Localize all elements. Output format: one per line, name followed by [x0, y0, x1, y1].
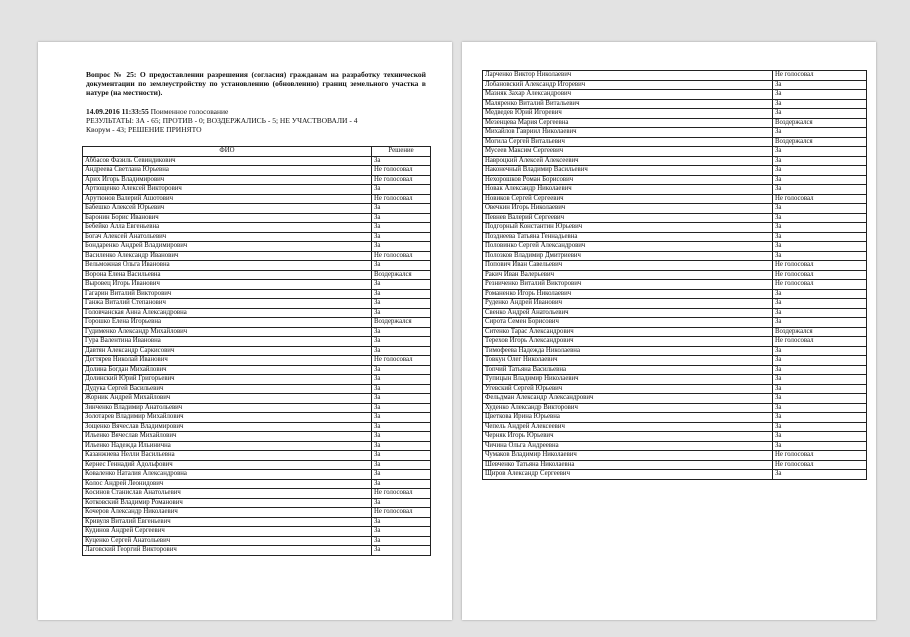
deputy-name: Фельдман Александр Александрович [483, 394, 773, 404]
deputy-name: Лобановский Александр Игоревич [483, 80, 773, 90]
table-row [483, 356, 867, 366]
deputy-decision: Воздержался [773, 137, 867, 147]
deputy-decision: За [372, 365, 431, 375]
deputy-name: Ракич Иван Валерьевич [483, 270, 773, 280]
deputy-decision: За [372, 213, 431, 223]
deputy-decision: За [773, 80, 867, 90]
table-row [83, 232, 431, 242]
deputy-decision: За [372, 204, 431, 214]
deputy-decision: За [773, 470, 867, 480]
vote-timestamp: 14.09.2016 11:33:55 [86, 107, 149, 116]
deputy-name: Мусеев Максим Сергеевич [483, 147, 773, 157]
deputy-decision: Не голосовал [773, 194, 867, 204]
deputy-decision: За [773, 356, 867, 366]
deputy-name: Долина Богдан Михайлович [83, 365, 372, 375]
deputy-decision: За [773, 289, 867, 299]
deputy-name: Ларченко Виктор Николаевич [483, 71, 773, 81]
deputy-decision: Воздержался [773, 118, 867, 128]
deputy-decision: За [773, 99, 867, 109]
table-row [483, 213, 867, 223]
deputy-name: Кривуля Виталий Евгеньевич [83, 517, 372, 527]
deputy-decision: За [372, 289, 431, 299]
deputy-decision: За [372, 299, 431, 309]
table-row [483, 422, 867, 432]
table-row [83, 185, 431, 195]
deputy-name: Цветкова Ирина Юрьевна [483, 413, 773, 423]
table-row [83, 422, 431, 432]
table-row [483, 99, 867, 109]
deputy-name: Кернес Геннадий Адольфович [83, 460, 372, 470]
table-row [83, 299, 431, 309]
column-header-name: ФИО [83, 147, 372, 157]
deputy-decision: За [372, 422, 431, 432]
deputy-decision: За [773, 128, 867, 138]
deputy-name: Полозков Владимир Дмитриевич [483, 251, 773, 261]
deputy-decision: За [372, 242, 431, 252]
deputy-decision: За [773, 242, 867, 252]
deputy-name: Чепель Андрей Алексеевич [483, 422, 773, 432]
table-row [483, 432, 867, 442]
deputy-name: Новак Александр Николаевич [483, 185, 773, 195]
table-row [83, 223, 431, 233]
table-header-row [83, 147, 431, 157]
deputy-name: Мезенцева Мария Сергеевна [483, 118, 773, 128]
table-row [83, 384, 431, 394]
deputy-name: Товкун Олег Николаевич [483, 356, 773, 366]
deputy-decision: За [372, 232, 431, 242]
deputy-name: Арутюнов Валерий Ашотович [83, 194, 372, 204]
deputy-decision: За [773, 308, 867, 318]
deputy-name: Нехорошков Роман Борисович [483, 175, 773, 185]
table-row [83, 508, 431, 518]
deputy-name: Романенко Игорь Николаевич [483, 289, 773, 299]
deputy-name: Бебейко Алла Евгеньевна [83, 223, 372, 233]
deputy-decision: За [773, 251, 867, 261]
deputy-decision: За [773, 299, 867, 309]
deputy-decision: Не голосовал [773, 460, 867, 470]
deputy-decision: Воздержался [773, 327, 867, 337]
table-row [83, 546, 431, 556]
deputy-name: Медведев Юрий Игоревич [483, 109, 773, 119]
deputy-name: Подгорный Константин Юрьевич [483, 223, 773, 233]
vote-table-right [482, 70, 867, 480]
deputy-decision: За [773, 403, 867, 413]
table-row [483, 175, 867, 185]
deputy-decision: Не голосовал [372, 356, 431, 366]
deputy-name: Руденко Андрей Иванович [483, 299, 773, 309]
table-row [83, 498, 431, 508]
table-row [483, 327, 867, 337]
deputy-name: Черняк Игорь Юрьевич [483, 432, 773, 442]
deputy-name: Золотарев Владимир Михайлович [83, 413, 372, 423]
deputy-name: Куценко Сергей Анатольевич [83, 536, 372, 546]
table-row [83, 460, 431, 470]
deputy-name: Сирота Семен Борисович [483, 318, 773, 328]
deputy-name: Косинов Станислав Анатольевич [83, 489, 372, 499]
table-row [483, 251, 867, 261]
deputy-name: Аббасов Фазиль Севиндикович [83, 156, 372, 166]
deputy-name: Ворона Елена Васильевна [83, 270, 372, 280]
deputy-name: Коваленко Наталия Александровна [83, 470, 372, 480]
page-left [38, 42, 452, 620]
deputy-decision: За [372, 413, 431, 423]
deputy-name: Жорник Андрей Михайлович [83, 394, 372, 404]
deputy-decision: За [372, 441, 431, 451]
deputy-name: Щиров Александр Сергеевич [483, 470, 773, 480]
page-right [462, 42, 876, 620]
table-row [483, 242, 867, 252]
deputy-decision: Не голосовал [773, 270, 867, 280]
deputy-decision: За [372, 308, 431, 318]
deputy-decision: За [773, 109, 867, 119]
deputy-name: Навроцкий Алексей Алексеевич [483, 156, 773, 166]
table-row [483, 156, 867, 166]
deputy-name: Свенко Андрей Анатольевич [483, 308, 773, 318]
table-row [83, 194, 431, 204]
table-row [83, 213, 431, 223]
deputy-name: Гагарин Виталий Викторович [83, 289, 372, 299]
table-row [83, 156, 431, 166]
deputy-name: Чичина Ольга Андреевна [483, 441, 773, 451]
column-header-decision: Решение [372, 147, 431, 157]
deputy-name: Топчий Татьяна Васильевна [483, 365, 773, 375]
deputy-name: Кудинов Андрей Сергеевич [83, 527, 372, 537]
deputy-decision: За [773, 422, 867, 432]
deputy-name: Гудименко Александр Михайлович [83, 327, 372, 337]
deputy-name: Долинский Юрий Григорьевич [83, 375, 372, 385]
deputy-name: Позднеева Татьяна Геннадьевна [483, 232, 773, 242]
vote-results: РЕЗУЛЬТАТЫ: ЗА - 65; ПРОТИВ - 0; ВОЗДЕРЖАЛИСЬ - 5; НЕ УЧАСТВОВАЛИ - 4 [86, 116, 358, 125]
deputy-decision: За [773, 232, 867, 242]
vote-quorum: Кворум - 43; РЕШЕНИЕ ПРИНЯТО [86, 125, 202, 134]
table-row [483, 289, 867, 299]
deputy-name: Бондаренко Андрей Владимирович [83, 242, 372, 252]
deputy-decision: За [773, 413, 867, 423]
deputy-decision: За [372, 460, 431, 470]
deputy-name: Дегтярев Николай Иванович [83, 356, 372, 366]
deputy-decision: За [372, 327, 431, 337]
table-body-left [83, 156, 431, 555]
deputy-decision: За [773, 204, 867, 214]
deputy-decision: За [773, 375, 867, 385]
deputy-decision: Воздержался [372, 318, 431, 328]
deputy-decision: За [773, 90, 867, 100]
deputy-name: Котковский Владимир Романович [83, 498, 372, 508]
deputy-decision: За [773, 365, 867, 375]
deputy-decision: За [773, 147, 867, 157]
deputy-name: Зинченко Владимир Анатольевич [83, 403, 372, 413]
deputy-name: Певнев Валерий Сергеевич [483, 213, 773, 223]
vote-type: Поименное голосование [150, 107, 229, 116]
deputy-name: Мазняк Захар Александрович [483, 90, 773, 100]
deputy-name: Зощенко Вячеслав Владимирович [83, 422, 372, 432]
table-row [483, 232, 867, 242]
table-row [83, 346, 431, 356]
deputy-name: Вельможная Ольга Ивановна [83, 261, 372, 271]
deputy-name: Овечкин Игорь Николаевич [483, 204, 773, 214]
deputy-decision: За [372, 375, 431, 385]
deputy-decision: За [773, 156, 867, 166]
deputy-name: Худенко Александр Викторович [483, 403, 773, 413]
table-row [83, 489, 431, 499]
table-row [483, 261, 867, 271]
deputy-name: Чумаков Владимир Николаевич [483, 451, 773, 461]
deputy-decision: За [372, 498, 431, 508]
deputy-decision: За [773, 432, 867, 442]
table-row [483, 441, 867, 451]
deputy-decision: Не голосовал [773, 71, 867, 81]
deputy-decision: Не голосовал [773, 280, 867, 290]
table-row [483, 194, 867, 204]
deputy-decision: За [372, 261, 431, 271]
table-row [483, 223, 867, 233]
deputy-decision: Не голосовал [773, 451, 867, 461]
table-row [483, 403, 867, 413]
table-row [83, 318, 431, 328]
table-row [83, 204, 431, 214]
deputy-decision: Не голосовал [372, 508, 431, 518]
deputy-name: Артющенко Алексей Викторович [83, 185, 372, 195]
table-row [483, 71, 867, 81]
deputy-decision: Не голосовал [372, 251, 431, 261]
table-row [83, 270, 431, 280]
deputy-name: Ситенко Тарас Александрович [483, 327, 773, 337]
deputy-name: Попович Иван Савельевич [483, 261, 773, 271]
deputy-name: Тупицын Владимир Николаевич [483, 375, 773, 385]
deputy-decision: За [372, 451, 431, 461]
deputy-decision: За [372, 223, 431, 233]
deputy-decision: Не голосовал [372, 489, 431, 499]
deputy-name: Давтян Александр Саркисович [83, 346, 372, 356]
table-row [83, 251, 431, 261]
deputy-name: Половинко Сергей Александрович [483, 242, 773, 252]
table-row [83, 280, 431, 290]
table-row [483, 413, 867, 423]
table-row [483, 118, 867, 128]
deputy-name: Василенко Александр Иванович [83, 251, 372, 261]
table-row [483, 308, 867, 318]
deputy-name: Ильенко Вячеслав Михайлович [83, 432, 372, 442]
deputy-decision: За [372, 432, 431, 442]
deputy-decision: За [773, 346, 867, 356]
deputy-decision: За [372, 536, 431, 546]
deputy-decision: За [773, 441, 867, 451]
table-row [83, 470, 431, 480]
table-row [83, 517, 431, 527]
deputy-decision: Воздержался [372, 270, 431, 280]
deputy-name: Горошко Елена Игорьевна [83, 318, 372, 328]
table-row [83, 527, 431, 537]
deputy-name: Шевченко Татьяна Николаевна [483, 460, 773, 470]
deputy-decision: За [372, 337, 431, 347]
deputy-decision: За [372, 479, 431, 489]
deputy-name: Казанжиева Нелли Васильевна [83, 451, 372, 461]
deputy-decision: За [773, 185, 867, 195]
table-row [483, 346, 867, 356]
deputy-name: Гура Валентина Ивановна [83, 337, 372, 347]
deputy-name: Лаговский Георгий Викторович [83, 546, 372, 556]
deputy-name: Баронин Борис Иванович [83, 213, 372, 223]
deputy-name: Бабешко Алексей Юрьевич [83, 204, 372, 214]
deputy-decision: За [372, 546, 431, 556]
deputy-name: Маляренко Виталий Витальевич [483, 99, 773, 109]
table-row [483, 270, 867, 280]
deputy-decision: Не голосовал [773, 337, 867, 347]
deputy-decision: За [372, 156, 431, 166]
table-row [483, 460, 867, 470]
deputy-decision: За [773, 318, 867, 328]
deputy-decision: За [773, 166, 867, 176]
table-row [83, 356, 431, 366]
table-row [483, 147, 867, 157]
table-row [483, 109, 867, 119]
deputy-decision: За [773, 394, 867, 404]
table-row [483, 375, 867, 385]
table-row [83, 166, 431, 176]
deputy-decision: Не голосовал [372, 194, 431, 204]
table-row [83, 289, 431, 299]
deputy-decision: Не голосовал [773, 261, 867, 271]
table-row [483, 384, 867, 394]
table-body-right [483, 71, 867, 480]
deputy-name: Кочеров Александр Николаевич [83, 508, 372, 518]
deputy-name: Андреева Светлана Юрьевна [83, 166, 372, 176]
table-row [483, 280, 867, 290]
deputy-name: Угевский Сергей Юрьевич [483, 384, 773, 394]
table-row [483, 470, 867, 480]
table-row [483, 137, 867, 147]
deputy-decision: За [372, 527, 431, 537]
table-row [83, 375, 431, 385]
table-row [483, 365, 867, 375]
table-row [83, 403, 431, 413]
vote-meta [86, 107, 426, 134]
deputy-name: Тимофеева Надежда Николаевна [483, 346, 773, 356]
deputy-decision: Не голосовал [372, 166, 431, 176]
deputy-name: Резниченко Виталий Викторович [483, 280, 773, 290]
deputy-name: Могила Сергей Витальевич [483, 137, 773, 147]
deputy-decision: За [372, 185, 431, 195]
deputy-decision: За [372, 470, 431, 480]
table-row [483, 337, 867, 347]
deputy-name: Ганжа Виталий Степанович [83, 299, 372, 309]
deputy-decision: За [773, 223, 867, 233]
table-row [483, 80, 867, 90]
table-row [83, 432, 431, 442]
table-row [83, 308, 431, 318]
table-row [83, 242, 431, 252]
question-title: Вопрос № 25: О предоставлении разрешения (согласия) гражданам на разработку технической документации по землеустройству по установлению (обновлению) границ земельного участка в натуре (на местности). [86, 70, 426, 97]
table-row [483, 318, 867, 328]
deputy-name: Колос Андрей Леонидович [83, 479, 372, 489]
table-row [83, 337, 431, 347]
deputy-decision: За [773, 384, 867, 394]
deputy-decision: За [372, 384, 431, 394]
deputy-decision: За [372, 280, 431, 290]
table-row [83, 327, 431, 337]
table-row [83, 175, 431, 185]
table-row [83, 365, 431, 375]
deputy-decision: За [372, 517, 431, 527]
deputy-decision: За [372, 394, 431, 404]
deputy-decision: За [773, 213, 867, 223]
table-row [483, 128, 867, 138]
deputy-decision: Не голосовал [372, 175, 431, 185]
deputy-decision: За [372, 403, 431, 413]
deputy-decision: За [773, 175, 867, 185]
deputy-name: Арих Игорь Владимирович [83, 175, 372, 185]
table-row [483, 394, 867, 404]
table-row [83, 394, 431, 404]
deputy-name: Головчанская Анна Александровна [83, 308, 372, 318]
table-row [83, 451, 431, 461]
deputy-name: Ильенко Надежда Ильинична [83, 441, 372, 451]
deputy-name: Богач Алексей Анатольевич [83, 232, 372, 242]
table-row [483, 451, 867, 461]
table-row [483, 204, 867, 214]
table-row [483, 166, 867, 176]
deputy-name: Выровец Игорь Иванович [83, 280, 372, 290]
table-row [83, 261, 431, 271]
deputy-name: Терехов Игорь Александрович [483, 337, 773, 347]
table-row [83, 536, 431, 546]
table-row [83, 479, 431, 489]
deputy-name: Новиков Сергей Сергеевич [483, 194, 773, 204]
deputy-decision: За [372, 346, 431, 356]
table-row [483, 185, 867, 195]
table-row [83, 413, 431, 423]
deputy-name: Дудука Сергей Васильевич [83, 384, 372, 394]
deputy-name: Михайлов Гавриил Николаевич [483, 128, 773, 138]
vote-table-left [82, 146, 431, 556]
deputy-name: Наконечный Владимир Васильевич [483, 166, 773, 176]
table-row [483, 90, 867, 100]
table-row [83, 441, 431, 451]
document-header [86, 70, 426, 134]
table-row [483, 299, 867, 309]
